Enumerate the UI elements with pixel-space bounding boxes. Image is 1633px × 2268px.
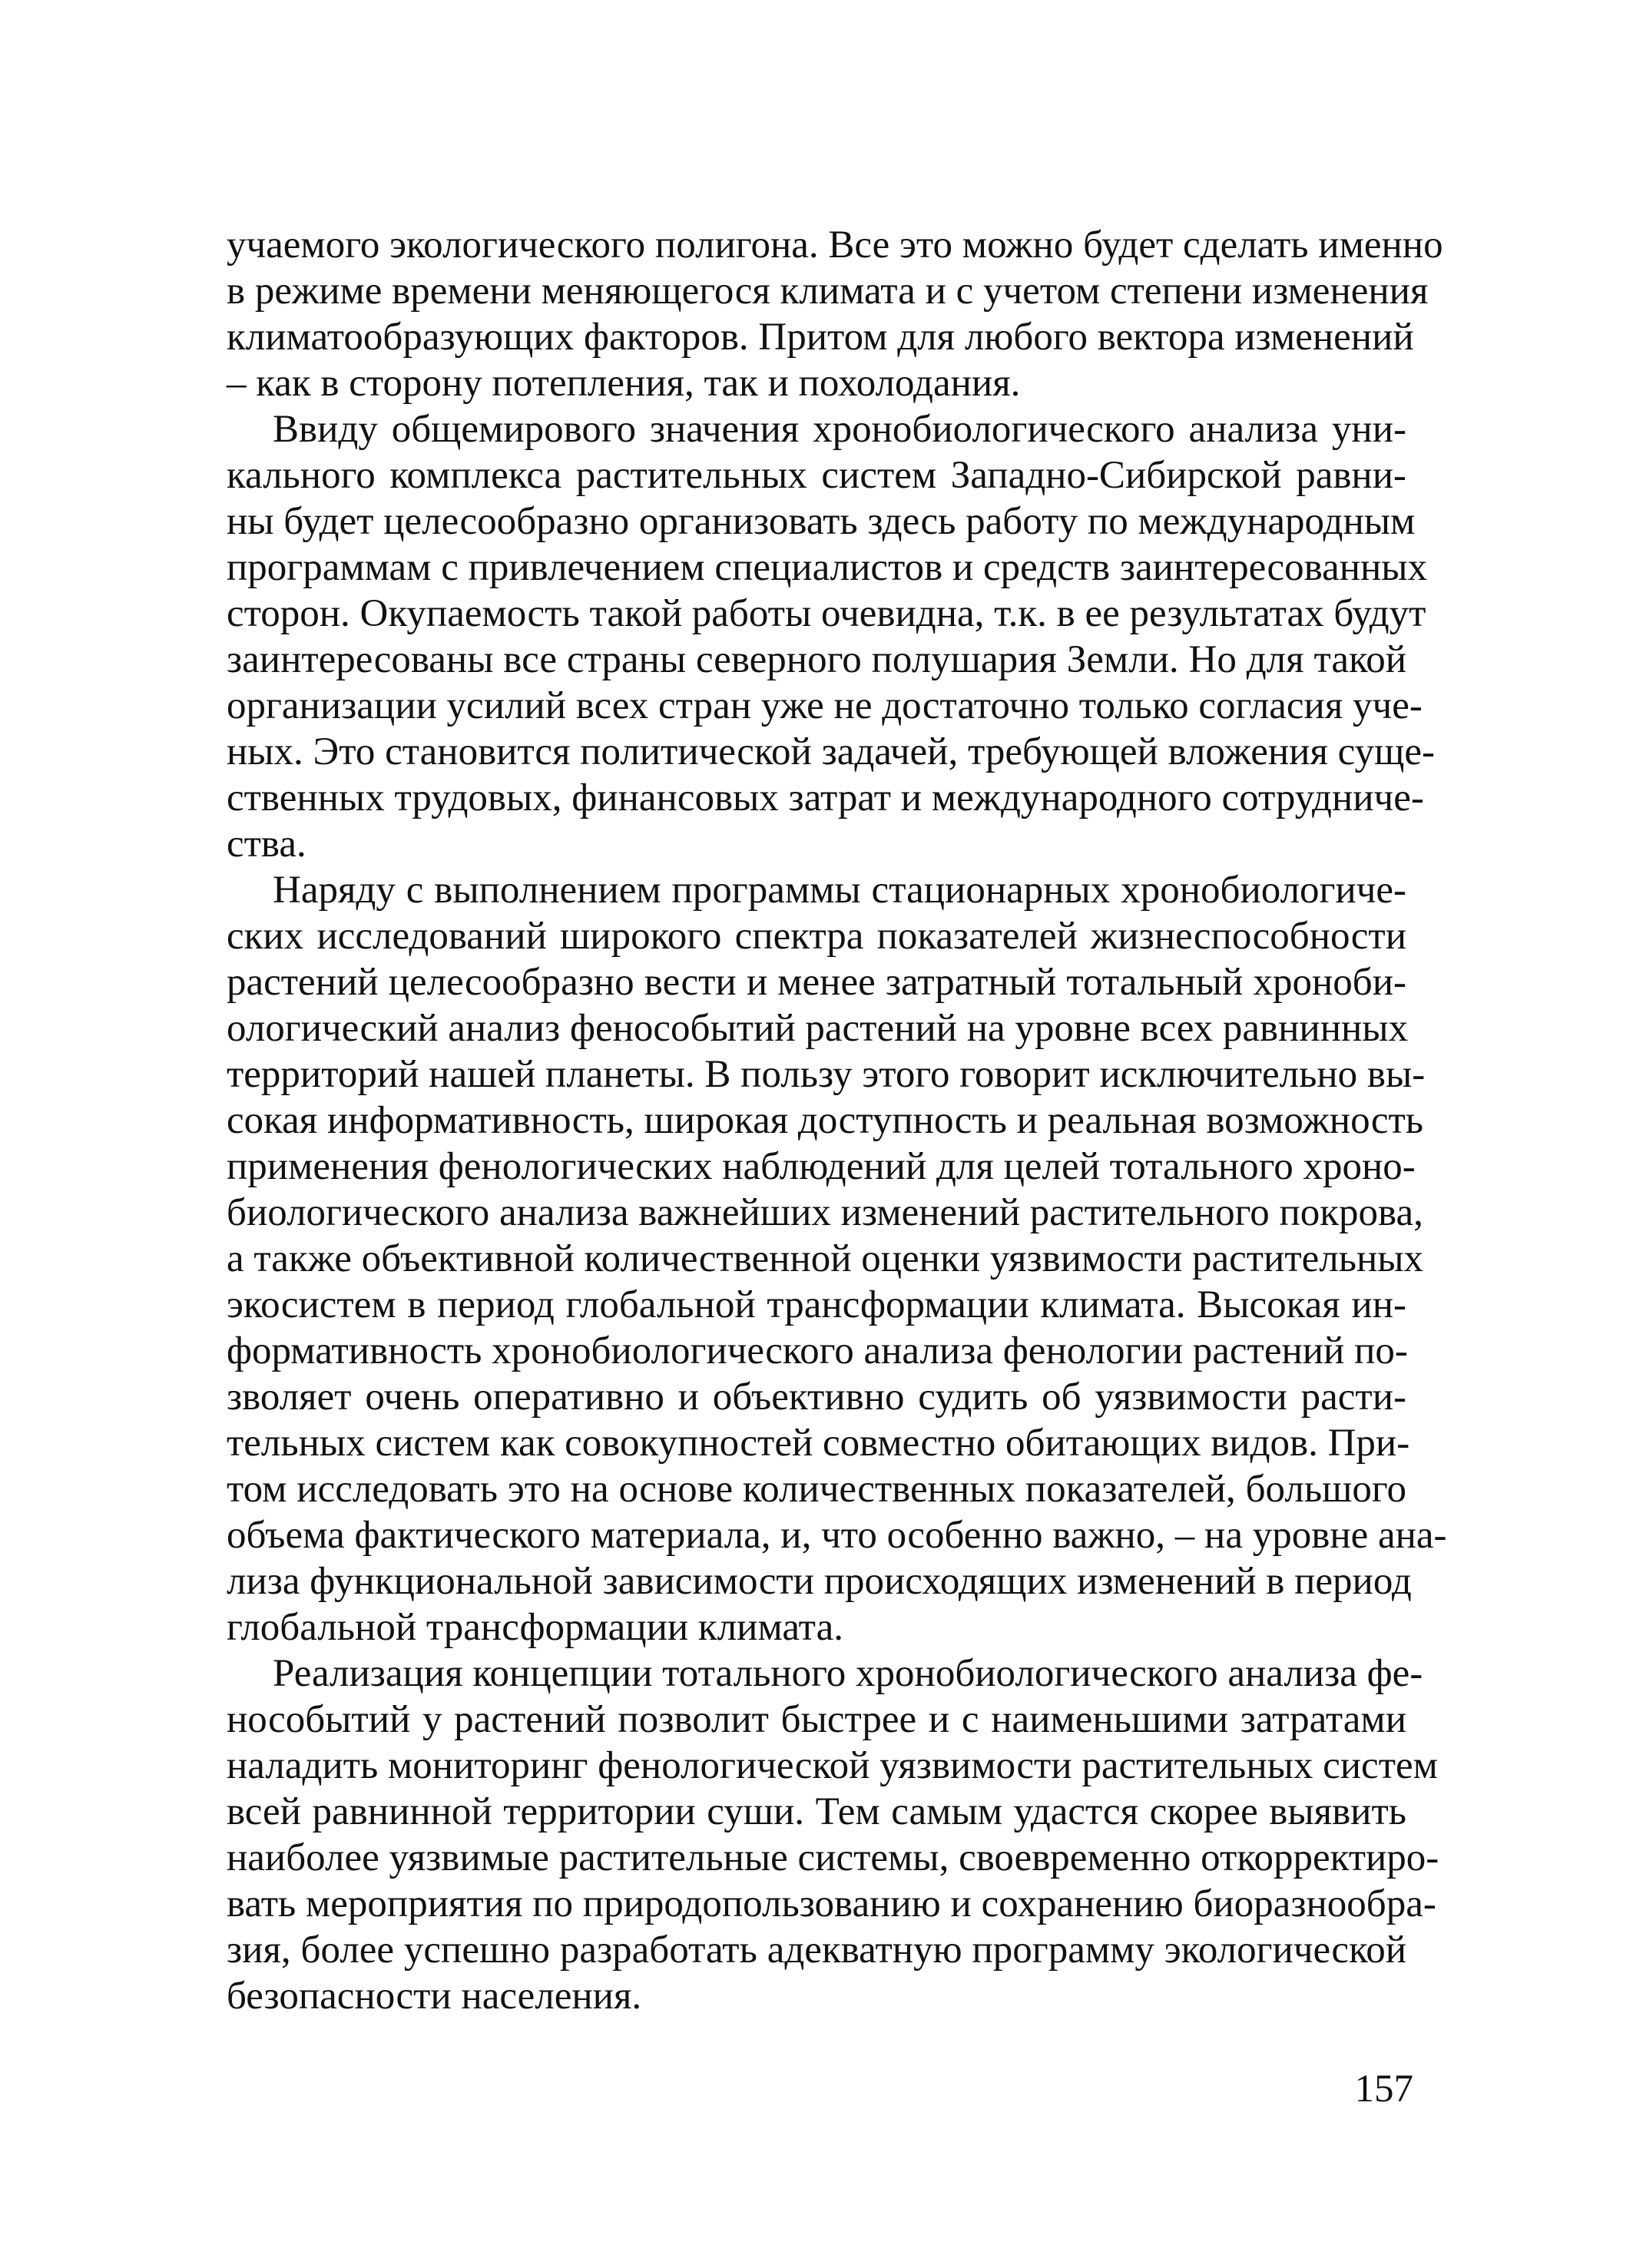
text-line: глобальной трансформации климата. — [227, 1606, 843, 1649]
text-line: ских исследований широкого спектра показателей жизнеспособности — [227, 915, 1406, 958]
text-line: зволяет очень оперативно и объективно судить об уязвимости расти- — [227, 1376, 1406, 1419]
text-line: нособытий у растений позволит быстрее и с наименьшими затратами — [227, 1698, 1406, 1741]
text-line: растений целесообразно вести и менее затратный тотальный хроноби- — [227, 961, 1406, 1004]
paragraph-3 — [227, 867, 1447, 1651]
text-line: климатообразующих факторов. Притом для любого вектора изменений — [227, 316, 1414, 359]
text-line: вать мероприятия по природопользованию и сохранению биоразнообра- — [227, 1882, 1436, 1925]
text-line: Наряду с выполнением программы стационарных хронобиологиче- — [273, 869, 1406, 912]
paragraph-2 — [227, 406, 1436, 867]
text-line: ственных трудовых, финансовых затрат и международного сотрудниче- — [227, 776, 1424, 819]
text-line: учаемого экологического полигона. Все это можно будет сделать именно — [227, 223, 1443, 267]
text-line: том исследовать это на основе количественных показателей, большого — [227, 1468, 1406, 1511]
text-line: биологического анализа важнейших изменений растительного покрова, — [227, 1191, 1423, 1234]
text-line: – как в сторону потепления, так и похолодания. — [227, 362, 1021, 405]
text-line: Реализация концепции тотального хронобиологического анализа фе- — [273, 1652, 1423, 1695]
page-number: 157 — [1354, 2068, 1413, 2111]
text-line: ства. — [227, 823, 306, 866]
text-line: формативность хронобиологического анализа фенологии растений по- — [227, 1329, 1408, 1372]
text-line: применения фенологических наблюдений для целей тотального хроно- — [227, 1145, 1416, 1188]
body-text — [227, 222, 1447, 2019]
text-line: экосистем в период глобальной трансформации климата. Высокая ин- — [227, 1283, 1406, 1326]
text-line: заинтересованы все страны северного полушария Земли. Но для такой — [227, 638, 1406, 681]
text-line: объема фактического материала, и, что особенно важно, – на уровне ана- — [227, 1514, 1447, 1557]
text-line: сокая информативность, широкая доступность и реальная возможность — [227, 1099, 1424, 1142]
text-line: программам с привлечением специалистов и средств заинтересованных — [227, 546, 1428, 589]
text-line: а также объективной количественной оценки уязвимости растительных — [227, 1237, 1424, 1280]
text-line: наладить мониторинг фенологической уязвимости растительных систем — [227, 1744, 1438, 1787]
text-line: лиза функциональной зависимости происходящих изменений в период — [227, 1560, 1412, 1603]
text-line: в режиме времени меняющегося климата и с учетом степени изменения — [227, 270, 1429, 313]
text-line: сторон. Окупаемость такой работы очевидна, т.к. в ее результатах будут — [227, 592, 1426, 635]
text-line: территорий нашей планеты. В пользу этого говорит исключительно вы- — [227, 1053, 1426, 1096]
text-line: наиболее уязвимые растительные системы, своевременно откорректиро- — [227, 1836, 1439, 1879]
text-line: Ввиду общемирового значения хронобиологического анализа уни- — [273, 408, 1406, 451]
paragraph-4 — [227, 1651, 1439, 2019]
text-line: кального комплекса растительных систем Западно-Сибирской равни- — [227, 454, 1406, 497]
text-line: тельных систем как совокупностей совместно обитающих видов. При- — [227, 1422, 1410, 1465]
text-line: ных. Это становится политической задачей, требующей вложения суще- — [227, 730, 1436, 773]
text-line: ологический анализ феноcобытий растений на уровне всех равнинных — [227, 1007, 1409, 1050]
text-line: ны будет целесообразно организовать здесь работу по международным — [227, 500, 1416, 543]
text-line: всей равнинной территории суши. Тем самым удастся скорее выявить — [227, 1790, 1406, 1833]
paragraph-1 — [227, 222, 1443, 406]
text-line: организации усилий всех стран уже не достаточно только согласия уче- — [227, 684, 1423, 727]
text-line: безопасности населения. — [227, 1975, 642, 2018]
text-line: зия, более успешно разработать адекватную программу экологической — [227, 1929, 1406, 1972]
